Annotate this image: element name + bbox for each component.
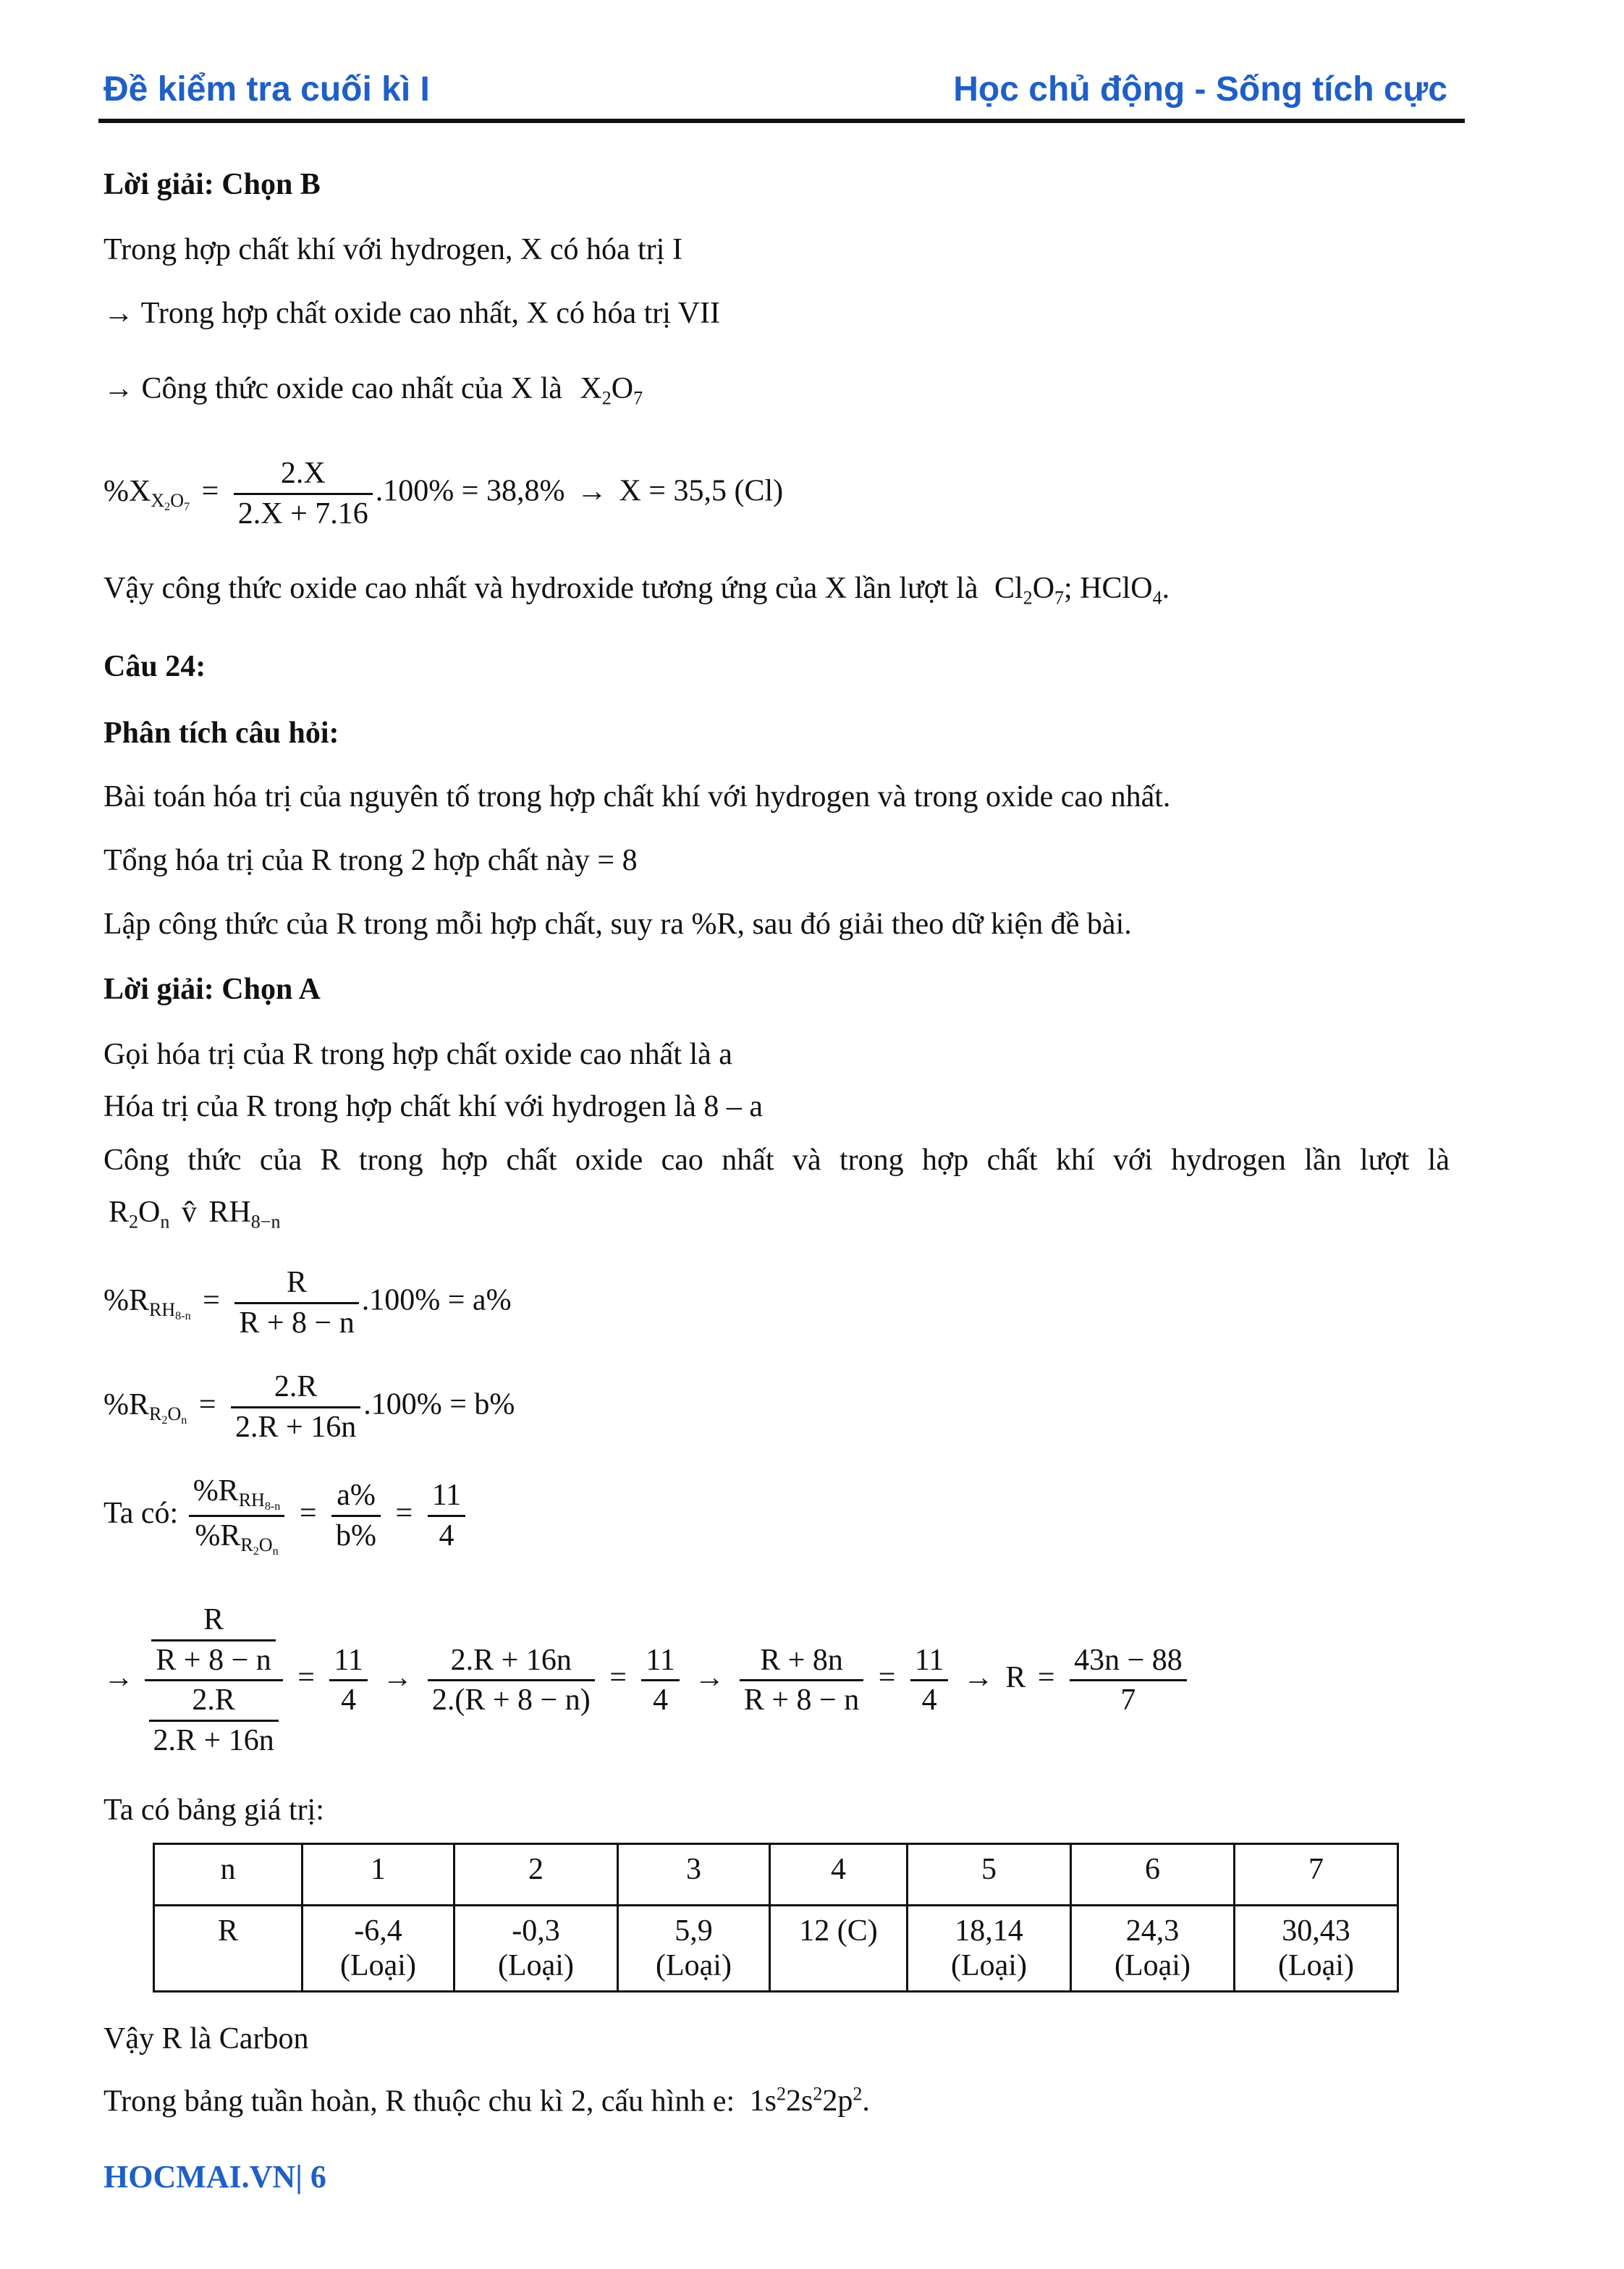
- q24-solution-heading: Lời giải: Chọn A: [103, 973, 321, 1006]
- arrow-icon: →: [963, 1661, 994, 1695]
- eq-rhs: .100% = 38,8%: [375, 474, 565, 508]
- header-right-slogan: Học chủ động - Sống tích cực: [953, 70, 1447, 109]
- eq2-fraction: $\frac{2.R}{2.R + 16n}$: [231, 1368, 360, 1446]
- arrow-icon: →: [576, 474, 607, 508]
- q23-conclusion: [103, 572, 1170, 609]
- table-cell: -6,4 (Loại): [303, 1906, 454, 1992]
- table-cell: 5: [908, 1844, 1071, 1906]
- q24-sol3: Công thức của R trong hợp chất oxide cao nhất và trong hợp chất khí với hydrogen lần lượt là: [103, 1144, 1450, 1177]
- table-cell-r-label: R: [154, 1906, 303, 1992]
- arrow-icon: →: [103, 372, 134, 405]
- table-cell: 5,9 (Loại): [618, 1906, 770, 1992]
- arrow-icon: →: [694, 1661, 725, 1695]
- q24-final2-text: Trong bảng tuần hoàn, R thuộc chu kì 2, cấu hình e:: [103, 2084, 735, 2118]
- q23-solution-heading: Lời giải: Chọn B: [103, 168, 321, 201]
- table-cell: 1: [303, 1844, 454, 1906]
- table-cell: 7: [1235, 1844, 1398, 1906]
- ratio-ab-fraction: $\frac{a\%}{b\%}$: [331, 1476, 381, 1555]
- arrow-icon: →: [103, 1661, 134, 1695]
- q24-chain: → $\frac{\frac{R}{R + 8 - n}}{\frac{2.R}{2.R + 16n}}$ = $\frac{11}{4}$ → $\frac{2.R + 16n}{2.(R + 8 - n)}$ = $\frac{11}{4}$ → $\frac{R + 8n}{R + 8 - n}$ = $\frac{11}{4}$ → R = $\frac{43n - 88}{7}$: [103, 1601, 1190, 1759]
- ratio-fraction: $\frac{\%R_{RH_{8-n}}}{\%R_{R_2O_n}}$: [189, 1472, 285, 1559]
- q24-sol3-formulas: $R_2O_n$ v̂ $RH_{8-n}$: [109, 1196, 281, 1233]
- ratio-value-fraction: $\frac{11}{4}$: [428, 1476, 465, 1555]
- q24-final1: Vậy R là Carbon: [103, 2022, 309, 2055]
- electron-config: $1s^22s^22p^2$.: [749, 2084, 870, 2118]
- q23-line2-text: Trong hợp chất oxide cao nhất, X có hóa trị VII: [140, 297, 720, 330]
- q23-conclusion-text: Vậy công thức oxide cao nhất và hydroxide tương ứng của X lần lượt là: [103, 572, 978, 605]
- eq-fraction: $\frac{2.X}{2.X + 7.16}$: [234, 455, 373, 533]
- chain-complex-fraction: $\frac{\frac{R}{R + 8 - n}}{\frac{2.R}{2.R + 16n}}$: [145, 1601, 283, 1759]
- q23-conclusion-formulas: $Cl_2O_7$; HClO$_4$.: [994, 572, 1170, 609]
- q23-line1: Trong hợp chất khí với hydrogen, X có hóa trị I: [103, 233, 682, 266]
- table-row: [154, 1844, 1398, 1906]
- table-cell: 3: [618, 1844, 770, 1906]
- q24-analysis1: Bài toán hóa trị của nguyên tố trong hợp chất khí với hydrogen và trong oxide cao nhất.: [103, 780, 1171, 814]
- table-row: [154, 1906, 1398, 1992]
- eq-result: X = 35,5 (Cl): [619, 474, 784, 508]
- q24-sol2: Hóa trị của R trong hợp chất khí với hydrogen là 8 – a: [103, 1090, 764, 1123]
- q23-line3: [103, 372, 643, 409]
- q24-eq1: $\%R_{RH_{8-n}}$ = $\frac{R}{R + 8 - n}$ .100% = a%: [103, 1264, 512, 1342]
- table-cell: 12 (C): [770, 1906, 908, 1992]
- q24-final2: [103, 2084, 870, 2118]
- q23-line2: [103, 297, 720, 330]
- q24-title: Câu 24:: [103, 650, 206, 683]
- eq1-rhs: .100% = a%: [361, 1283, 512, 1317]
- table-cell: 18,14 (Loại): [908, 1906, 1071, 1992]
- chain-result-fraction: $\frac{43n - 88}{7}$: [1070, 1641, 1187, 1720]
- q23-equation: $\%X_{X_2O_7}$ = $\frac{2.X}{2.X + 7.16}$ .100% = 38,8% → X = 35,5 (Cl): [103, 455, 783, 533]
- q23-line3-text: Công thức oxide cao nhất của X là: [141, 372, 562, 405]
- table-cell-n-label: n: [154, 1844, 303, 1906]
- table-cell: 6: [1071, 1844, 1235, 1906]
- formula-x2o7: $X_2O_7$: [580, 372, 643, 409]
- header-divider: [98, 119, 1465, 123]
- table-cell: 30,43 (Loại): [1235, 1906, 1398, 1992]
- footer-page-label: HOCMAI.VN| 6: [103, 2159, 326, 2194]
- eq-lhs: $\%X_{X_2O_7}$: [103, 474, 190, 514]
- q24-sol1: Gọi hóa trị của R trong hợp chất oxide cao nhất là a: [103, 1038, 732, 1071]
- eq1-fraction: $\frac{R}{R + 8 - n}$: [234, 1264, 358, 1342]
- q24-analysis2: Tổng hóa trị của R trong 2 hợp chất này = 8: [103, 844, 638, 877]
- taco-label: Ta có:: [103, 1496, 179, 1530]
- chain-a-fraction: $\frac{2.R + 16n}{2.(R + 8 - n)}$: [428, 1641, 595, 1720]
- q24-analysis-heading: Phân tích câu hỏi:: [103, 717, 339, 750]
- eq2-rhs: .100% = b%: [363, 1387, 515, 1421]
- table-cell: 24,3 (Loại): [1071, 1906, 1235, 1992]
- q24-ratio: Ta có: $\frac{\%R_{RH_{8-n}}}{\%R_{R_2O_n}}$ = $\frac{a\%}{b\%}$ = $\frac{11}{4}$: [103, 1472, 468, 1559]
- q24-table-intro: Ta có bảng giá trị:: [103, 1793, 324, 1827]
- table-cell: 4: [770, 1844, 908, 1906]
- q24-eq2: $\%R_{R_2O_n}$ = $\frac{2.R}{2.R + 16n}$ .100% = b%: [103, 1368, 515, 1446]
- header-left-title: Đề kiểm tra cuối kì I: [103, 70, 430, 109]
- table-cell: -0,3 (Loại): [454, 1906, 618, 1992]
- arrow-icon: →: [103, 297, 134, 330]
- table-cell: 2: [454, 1844, 618, 1906]
- arrow-icon: →: [382, 1661, 413, 1695]
- chain-b-fraction: $\frac{R + 8n}{R + 8 - n}$: [740, 1641, 863, 1720]
- values-table: [153, 1843, 1399, 1993]
- q24-analysis3: Lập công thức của R trong mỗi hợp chất, suy ra %R, sau đó giải theo dữ kiện đề bài.: [103, 908, 1132, 941]
